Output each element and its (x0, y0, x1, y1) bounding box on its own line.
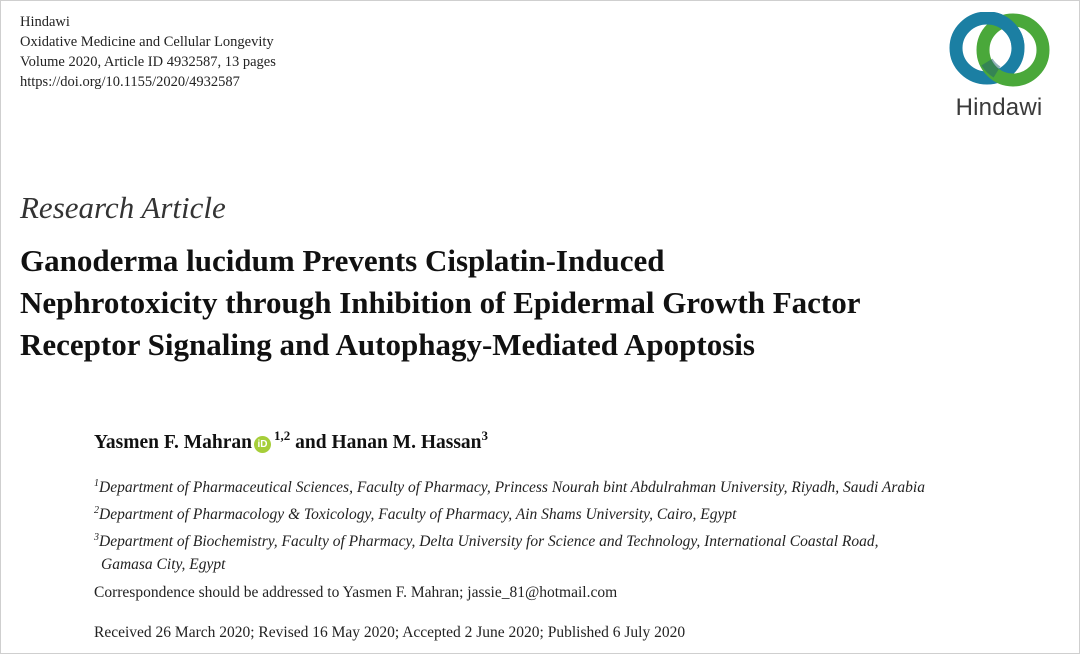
title-line: Ganoderma lucidum Prevents Cisplatin-Induced (20, 243, 665, 278)
orcid-icon[interactable]: iD (254, 436, 271, 453)
hindawi-logo (935, 12, 1063, 127)
hindawi-logo-icon (935, 12, 1063, 92)
author-affil-sup: 3 (481, 428, 489, 443)
affiliation-sup: 1 (94, 478, 99, 489)
publisher-name: Hindawi (20, 14, 70, 30)
author-name[interactable]: Hanan M. Hassan (331, 432, 482, 453)
correspondence-note: Correspondence should be addressed to Yasmen F. Mahran; jassie_81@hotmail.com (94, 584, 618, 601)
author-name[interactable]: Yasmen F. Mahran (94, 432, 252, 453)
affiliation-continuation: Gamasa City, Egypt (101, 556, 226, 573)
journal-header (20, 12, 276, 92)
affiliation-item (94, 526, 925, 553)
affiliation-item (94, 499, 925, 526)
title-line: Nephrotoxicity through Inhibition of Epidermal Growth Factor (20, 285, 861, 320)
author-list (94, 428, 488, 454)
publication-dates: Received 26 March 2020; Revised 16 May 2020; Accepted 2 June 2020; Published 6 July 2020 (94, 624, 686, 641)
affiliation-text: Department of Pharmacology & Toxicology, Faculty of Pharmacy, Ain Shams University, Cairo, Egypt (99, 506, 737, 523)
logo-wordmark: Hindawi (955, 94, 1043, 121)
title-line: Receptor Signaling and Autophagy-Mediated Apoptosis (20, 327, 755, 362)
journal-name: Oxidative Medicine and Cellular Longevity (20, 34, 274, 50)
doi-link[interactable]: https://doi.org/10.1155/2020/4932587 (20, 74, 240, 90)
affiliations (94, 472, 925, 576)
author-joiner: and (295, 432, 327, 453)
article-type: Research Article (20, 190, 226, 225)
author-affil-sup: 1,2 (274, 428, 291, 443)
volume-info: Volume 2020, Article ID 4932587, 13 pages (20, 54, 276, 70)
article-title (20, 240, 1060, 366)
affiliation-text: Department of Pharmaceutical Sciences, Faculty of Pharmacy, Princess Nourah bint Abdulrahman University, Riyadh, Saudi Arabia (99, 479, 925, 496)
affiliation-sup: 2 (94, 505, 99, 516)
affiliation-text: Department of Biochemistry, Faculty of Pharmacy, Delta University for Science and Technology, International Coastal Road, (99, 533, 879, 550)
affiliation-sup: 3 (94, 532, 99, 543)
affiliation-item (94, 472, 925, 499)
